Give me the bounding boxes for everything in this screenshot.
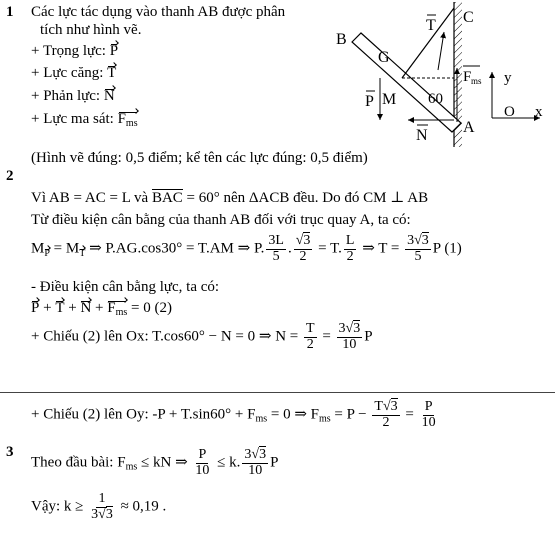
- intro-line-1: Các lực tác dụng vào thanh AB được phân: [31, 4, 286, 20]
- rod-ab: [352, 33, 461, 132]
- label-p: P: [365, 93, 374, 110]
- projection-oy: + Chiếu (2) lên Oy: $-P + T.\sin 60^\circ + F_{ms} = 0$ ⇒ $F_{ms} = P$ − $\frac{T√3}{2}$ = $\frac{P}{10}$: [31, 399, 436, 430]
- section-1-number: 1: [6, 4, 14, 20]
- label-angle: 60: [428, 91, 443, 107]
- moment-equation: MP = MT ⇒ P.AG.cos30° = T.AM ⇒ P. $\frac{3L}{5}$ . $\frac{√3}{2}$ = T. $\frac{L}{2}$ ⇒ T = $\frac{3√3}{5}$ P (1): [31, 233, 462, 264]
- force-tension: + Lực căng: T: [31, 65, 117, 81]
- label-ms: ms: [471, 76, 482, 86]
- label-c: C: [463, 9, 474, 26]
- tension-arrow: [438, 32, 444, 70]
- sec2-line-1: Vì AB = AC = L và BAC = 60° nên ΔACB đều. Do đó CM ⊥ AB: [31, 190, 429, 206]
- section-3-number: 3: [6, 444, 14, 460]
- label-t: T: [426, 17, 436, 34]
- label-x: x: [535, 104, 543, 120]
- label-f: F: [463, 69, 472, 85]
- label-o: O: [504, 104, 515, 120]
- force-normal: + Phản lực: N: [31, 88, 115, 104]
- label-y: y: [504, 70, 512, 86]
- score-note: (Hình vẽ đúng: 0,5 điểm; kể tên các lực đúng: 0,5 điểm): [31, 150, 368, 166]
- sec3-line-1: Theo đầu bài: $F_{ms}$ ≤ kN ⇒ $\frac{P}{10}$ ≤ k. $\frac{3√3}{10}$ P: [31, 447, 279, 478]
- divider: [0, 392, 555, 393]
- force-sum-equation: $P + T + N + F_{ms} = 0$ (2): [31, 300, 172, 318]
- label-n: N: [416, 127, 428, 144]
- label-b: B: [336, 31, 347, 48]
- force-friction: + Lực ma sát: $F_{ms}$: [31, 111, 138, 129]
- force-gravity: + Trọng lực: P: [31, 43, 119, 59]
- label-a: A: [463, 119, 475, 136]
- section-2-number: 2: [6, 168, 14, 184]
- force-diagram: [330, 0, 555, 150]
- sec2-line-4: - Điều kiện cân bằng lực, ta có:: [31, 279, 220, 295]
- intro-line-2: tích như hình vẽ.: [40, 22, 142, 38]
- projection-ox: + Chiếu (2) lên Ox: T.cos60° − N = 0 ⇒ N = $\frac{T}{2}$ = $\frac{3√3}{10}$ P: [31, 321, 373, 352]
- label-m: M: [382, 91, 397, 108]
- sec3-conclusion: Vậy: k ≥ $\frac{1}{3√3}$ ≈ 0,19 .: [31, 491, 167, 522]
- label-g: G: [378, 49, 390, 66]
- sec2-line-2: Từ điều kiện cân bằng của thanh AB đối với trục quay A, ta có:: [31, 212, 411, 228]
